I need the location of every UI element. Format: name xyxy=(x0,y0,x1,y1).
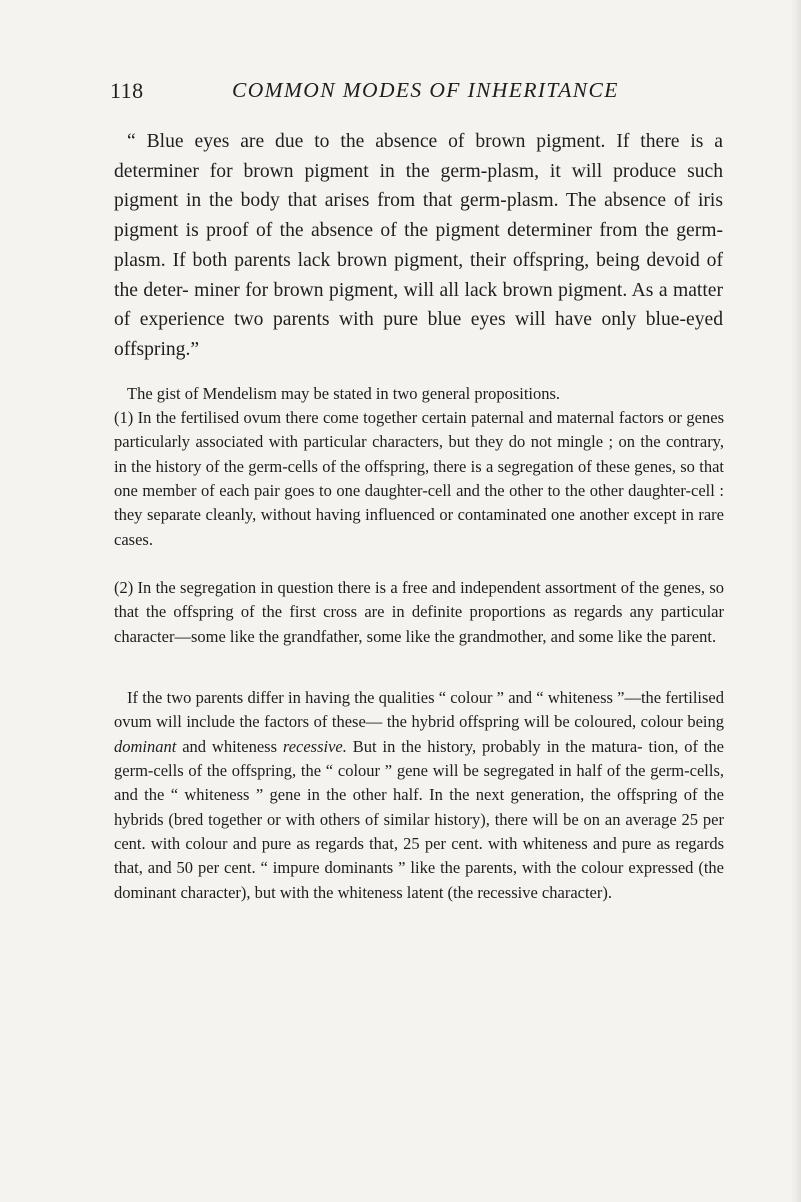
paragraph-gist: The gist of Mendelism may be stated in two general propositions. xyxy=(127,384,561,403)
paragraph-proposition-1: (1) In the fertilised ovum there come together certain paternal and maternal factors or genes particularly associated with particular characters, but they do not mingle ; on the contrary, in the history of the germ-cells of the offspring, there is a segregation of these genes, so that one member of each pair goes to one daughter-cell and the other to the other daughter-cell : they separate cleanly, without having influenced or contaminated one another except in rare cases. xyxy=(114,408,724,549)
page-number: 118 xyxy=(110,78,144,103)
running-head xyxy=(110,78,682,108)
paragraph-text-segment: If the two parents differ in having the qualities “ colour ” and “ whiteness ”—the fertilised ovum will include the factors of these— the hybrid offspring will be coloured, colour being xyxy=(114,688,724,732)
quoted-paragraph: “ Blue eyes are due to the absence of brown pigment. If there is a determiner for brown pigment in the germ-plasm, it will produce such pigment in the body that arises from that germ-plasm. The absence of iris pigment is proof of the absence of the pigment determiner from the germ-plasm. If both parents lack brown pigment, their offspring, being devoid of the deter- miner for brown pigment, will all lack brown pigment. As a matter of experience two parents with pure blue eyes will have only blue-eyed offspring.” xyxy=(114,131,723,360)
running-title: COMMON MODES OF INHERITANCE xyxy=(232,78,619,102)
paragraph-text-segment: But in the history, probably in the matura- tion, of the germ-cells of the offspring, the “ colour ” gene will be segregated in half of the germ-cells, and the “ whiteness ” gene in the other half. In the next generation, the offspring of the hybrids (bred together or with others of similar history), there will be on an average 25 per cent. with colour and pure as regards that, 25 per cent. with whiteness and pure as regards that, and 50 per cent. “ impure dominants ” like the parents, with the colour expressed (the dominant character), but with the whiteness latent (the recessive character). xyxy=(114,736,724,902)
page-edge-shadow xyxy=(791,0,801,1202)
italic-term-recessive: recessive. xyxy=(282,736,347,756)
paragraph-colour-whiteness xyxy=(114,686,724,905)
paragraph-text-segment: and whiteness xyxy=(176,736,283,756)
italic-term-dominant: dominant xyxy=(114,736,177,756)
paragraph-proposition-2: (2) In the segregation in question there is a free and independent assortment of the genes, so that the offspring of the first cross are in definite proportions as regards any particular character—some like the grandfather, some like the grandmother, and some like the parent. xyxy=(114,578,724,646)
